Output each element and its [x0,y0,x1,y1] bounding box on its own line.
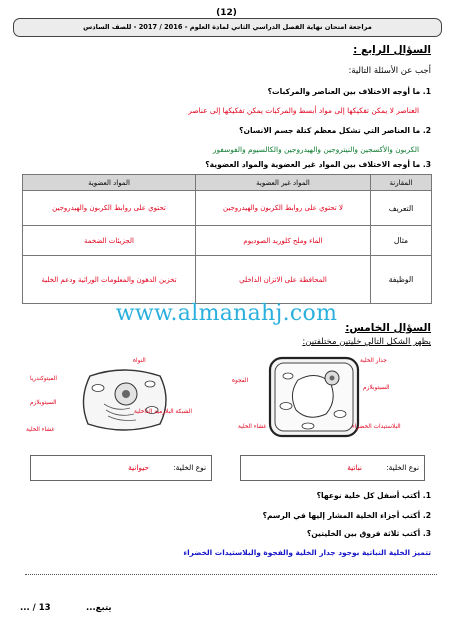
header-title: مراجعة امتحان نهاية الفصل الدراسي الثاني لمادة العلوم - 2016 / 2017 - للصف السادس [83,23,372,31]
table-row [23,191,432,226]
plant-label-vacuole: الفجوة [232,378,249,384]
footer-page: 13 / ... [20,603,51,613]
row-label: الوظيفة [371,256,432,304]
plant-label-cytoplasm: السيتوبلازم [363,385,390,391]
plant-type-key: نوع الخلية: [386,463,419,472]
q5-heading: السؤال الخامس: [345,322,431,334]
q4-answer-1: العناصر لا يمكن تفكيكها إلى مواد أبسط والمركبات يمكن تفكيكها إلى عناصر [188,106,419,115]
answer-line [25,572,437,575]
q5-question-2: 2. أكتب أجزاء الخلية المشار إليها في الرسم؟ [262,511,431,520]
q4-heading: السؤال الرابع : [353,44,431,56]
table-row [23,256,432,304]
table-cell: تحتوي على روابط الكربون والهيدروجين [23,191,196,226]
page-number: (12) [216,8,237,18]
row-label: التعريف [371,191,432,226]
plant-type-value: نباتية [347,463,362,472]
table-cell: الماء وملح كلوريد الصوديوم [196,226,371,256]
q5-instruction: يظهر الشكل التالي خليتين مختلفتين: [302,337,431,347]
table-header: المواد العضوية [23,175,196,191]
animal-cell-diagram [76,366,172,434]
q4-question-2: 2. ما العناصر التي تشكل معظم كتلة جسم الانسان؟ [239,126,431,135]
animal-type-box [30,455,212,481]
header-banner [13,18,442,37]
animal-type-value: حيوانية [128,463,149,472]
q5-question-3: 3. أكتب ثلاثة فروق بين الخليتين؟ [306,529,431,538]
table-cell: لا تحتوي على روابط الكربون والهيدروجين [196,191,371,226]
plant-label-cell-membrane: غشاء الخلية [238,424,267,430]
table-header: المقارنة [371,175,432,191]
plant-type-box [240,455,425,481]
row-label: مثال [371,226,432,256]
animal-label-mitochondria: الميتوكندريا [30,376,57,382]
table-row [23,226,432,256]
animal-label-cell-membrane: غشاء الخلية [26,427,55,433]
q5-question-1: 1. أكتب أسفل كل خلية نوعها؟ [316,491,431,500]
plant-label-chloroplasts: البلاستيدات الخضراء [352,424,401,430]
q4-instruction: أجب عن الأسئلة التالية: [348,66,431,76]
table-cell: المحافظة على الاتزان الداخلي [196,256,371,304]
table-header: المواد غير العضوية [196,175,371,191]
table-header-row [23,175,432,191]
q4-answer-2: الكربون والأكسجين والنيتروجين والهيدروجين والكالسيوم والفوسفور [212,145,419,154]
q5-answer-3: تتميز الخلية النباتية بوجود جدار الخلية والفجوة والبلاستيدات الخضراء [183,548,431,557]
animal-label-nucleus: النواة [133,358,146,364]
watermark: www.almanahj.com [115,301,338,326]
animal-type-key: نوع الخلية: [173,463,206,472]
animal-label-endoplasmic-reticulum: الشبكة البلازمية الداخلية [134,409,193,415]
plant-cell-diagram [268,356,360,438]
table-cell: تخزين الدهون والمعلومات الوراثية ودعم الخلية [23,256,196,304]
q4-question-1: 1. ما أوجه الاختلاف بين العناصر والمركبات؟ [267,87,431,96]
comparison-table [22,174,432,304]
table-cell: الجزيئات الضخمة [23,226,196,256]
plant-label-cell-wall: جدار الخلية [360,358,387,364]
animal-label-cytoplasm: السيتوبلازم [30,400,57,406]
footer-follow: يتبع... [86,603,112,613]
q4-question-3: 3. ما أوجه الاختلاف بين المواد غير العضوية والمواد العضوية؟ [205,160,431,169]
